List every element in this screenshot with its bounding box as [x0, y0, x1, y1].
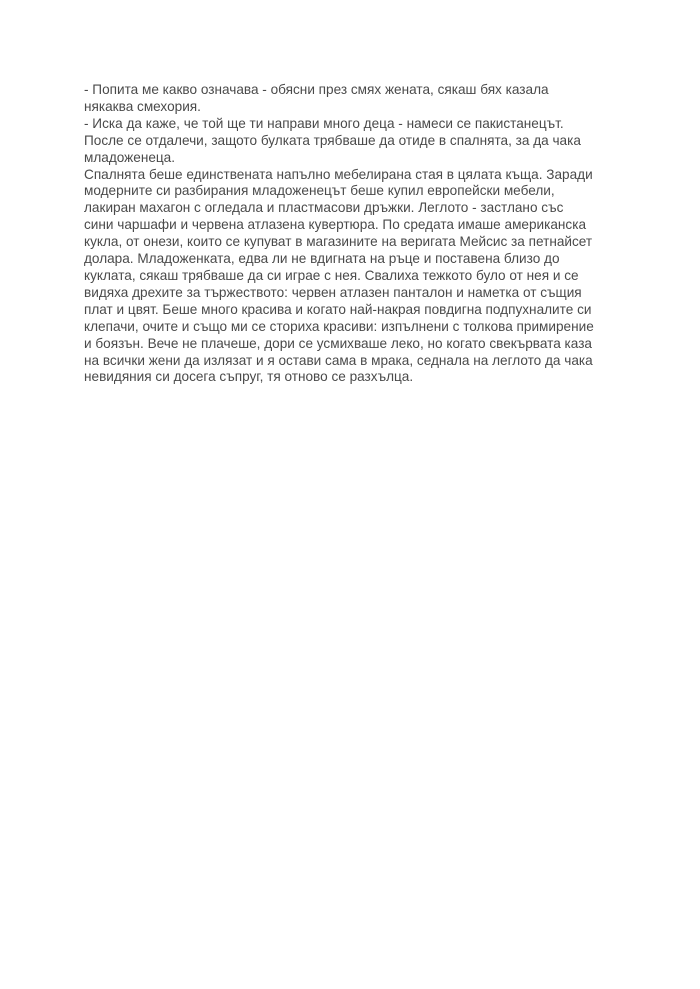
text-line: сини чаршафи и червена атлазена кувертюра. По средата имаше американска	[84, 217, 587, 233]
text-line: някаква смехория.	[84, 98, 201, 114]
body-text	[84, 82, 624, 386]
text-line: видяха дрехите за тържеството: червен атлазен панталон и наметка от същия	[84, 284, 582, 300]
text-line: долара. Младоженката, едва ли не вдигната на ръце и поставена близо до	[84, 251, 560, 267]
text-line: на всички жени да излязат и я остави сама в мрака, седнала на леглото да чака	[84, 352, 593, 368]
text-line: клепачи, очите и също ми се сториха красиви: изпълнени с толкова примирение	[84, 318, 594, 334]
text-line: лакиран махагон с огледала и пластмасови дръжки. Леглото - застлано със	[84, 200, 564, 216]
text-line: кукла, от онези, които се купуват в магазините на веригата Мейсис за петнайсет	[84, 234, 593, 250]
text-line: - Иска да каже, че той ще ти направи много деца - намеси се пакистанецът.	[84, 115, 564, 131]
text-line: - Попита ме какво означава - обясни през смях жената, сякаш бях казала	[84, 82, 549, 97]
text-line: модерните си разбирания младоженецът беше купил европейски мебели,	[84, 183, 555, 199]
text-line: невидяния си досега съпруг, тя отново се разхълца.	[84, 369, 414, 385]
text-line: плат и цвят. Беше много красива и когато най-накрая повдигна подпухналите си	[84, 301, 592, 317]
text-line: После се отдалечи, защото булката трябваше да отиде в спалнята, за да чака	[84, 132, 581, 148]
text-line: младоженеца.	[84, 149, 176, 165]
text-line: Спалнята беше единствената напълно мебелирана стая в цялата къща. Заради	[84, 166, 593, 182]
text-line: куклата, сякаш трябваше да си играе с нея. Свалиха тежкото було от нея и се	[84, 267, 579, 283]
text-line: и боязън. Вече не плачеше, дори се усмихваше леко, но когато свекървата каза	[84, 335, 592, 351]
